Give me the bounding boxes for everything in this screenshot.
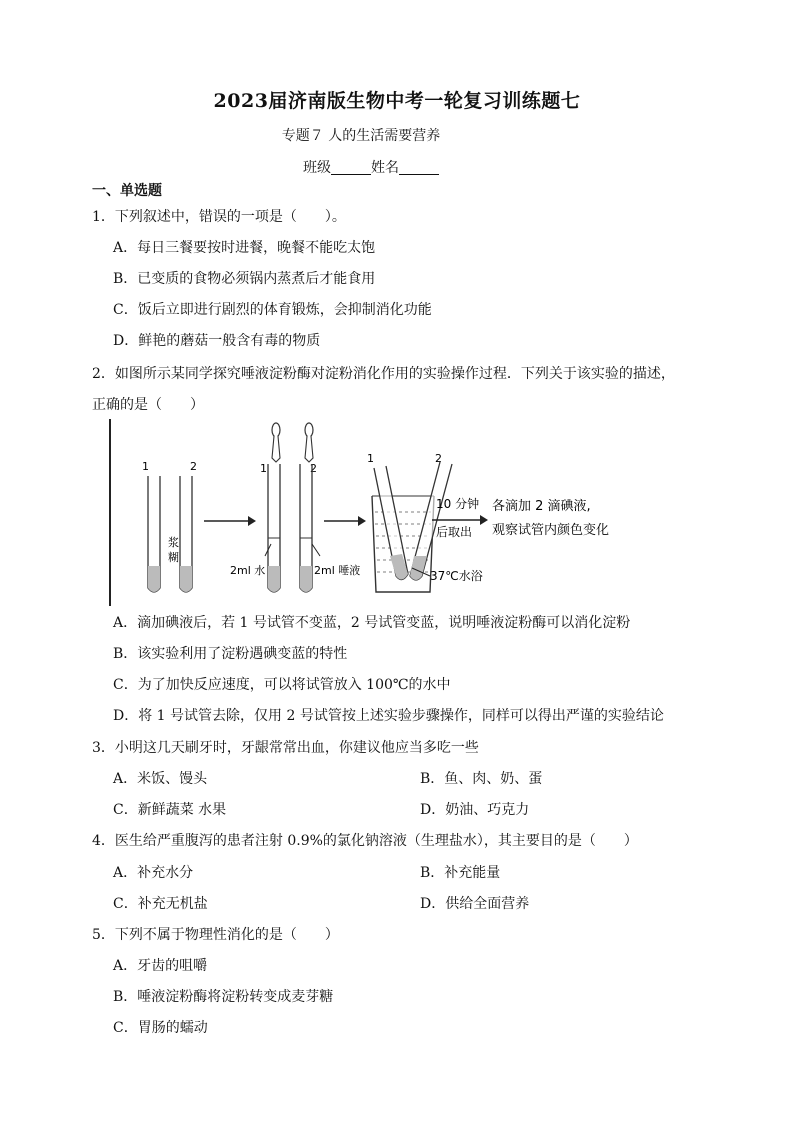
stage3-water-bath (367, 452, 483, 592)
question-4-stem: 4．医生给严重腹泻的患者注射 0.9%的氯化钠溶液（生理盐水），其主要目的是（ ） (92, 833, 638, 849)
result-line2: 观察试管内颜色变化 (492, 523, 610, 538)
stage2-tubes (230, 423, 360, 592)
question-2-option-d: D．将 1 号试管去除，仅用 2 号试管按上述实验步骤操作，同样可以得出严谨的实验结论 (113, 708, 664, 724)
question-3-option-b: B．鱼、肉、奶、蛋 (420, 771, 543, 787)
question-5-option-b: B．唾液淀粉酶将淀粉转变成麦芽糖 (113, 989, 334, 1005)
time-label: 10 分钟 (436, 497, 480, 511)
stage3-tube2-label: 2 (435, 452, 442, 465)
question-3-option-d: D．奶油、巧克力 (420, 802, 530, 818)
question-5-option-a: A．牙齿的咀嚼 (113, 958, 208, 974)
paste-label-1: 浆 (168, 536, 179, 549)
document-title: 2023届济南版生物中考一轮复习训练题七 (213, 90, 581, 112)
name-blank[interactable] (399, 160, 439, 175)
paste-label-2: 糊 (168, 551, 179, 564)
stage1-tube1-paste (148, 566, 160, 592)
result-line1: 各滴加 2 滴碘液, (492, 499, 591, 514)
arrow-1 (204, 516, 256, 526)
stage1-tubes (142, 460, 197, 592)
stage3-tube1-label: 1 (367, 452, 374, 465)
dropper-1-bulb (272, 423, 280, 437)
question-3-stem: 3．小明这几天刷牙时，牙龈常常出血，你建议他应当多吃一些 (92, 740, 479, 756)
bath-label: 37℃水浴 (430, 569, 483, 583)
name-label: 姓名 (371, 160, 399, 176)
question-2-stem-line2: 正确的是（ ） (92, 397, 204, 413)
experiment-figure (100, 416, 620, 606)
question-4-option-c: C．补充无机盐 (113, 896, 208, 912)
stage2-tube1-label: 1 (260, 462, 267, 475)
class-name-line (0, 157, 742, 177)
question-5-option-c: C．胃肠的蠕动 (113, 1020, 208, 1036)
question-1-option-b: B．已变质的食物必须锅内蒸煮后才能食用 (113, 271, 376, 287)
dropper-1 (272, 436, 280, 462)
question-2-option-c: C．为了加快反应速度，可以将试管放入 100℃的水中 (113, 677, 451, 693)
saliva-label: 2ml 唾液 (314, 564, 361, 577)
question-3-option-a: A．米饭、馒头 (113, 771, 208, 787)
arrow-2 (324, 516, 366, 526)
question-4-option-b: B．补充能量 (420, 865, 501, 881)
question-1-option-c: C．饭后立即进行剧烈的体育锻炼，会抑制消化功能 (113, 302, 432, 318)
question-1-stem: 1．下列叙述中，错误的一项是（ ）。 (92, 209, 346, 225)
class-blank[interactable] (331, 160, 371, 175)
topic-subtitle: 专题７ 人的生活需要营养 (281, 128, 441, 144)
dropper-2 (305, 436, 313, 462)
water-label: 2ml 水 (230, 564, 266, 577)
question-1-option-d: D．鲜艳的蘑菇一般含有毒的物质 (113, 333, 321, 349)
question-4-option-a: A．补充水分 (113, 865, 194, 881)
question-2-stem-line1: 2．如图所示某同学探究唾液淀粉酶对淀粉消化作用的实验操作过程．下列关于该实验的描述， (92, 366, 675, 382)
question-4-option-d: D．供给全面营养 (420, 896, 530, 912)
question-5-stem: 5．下列不属于物理性消化的是（ ） (92, 927, 339, 943)
arrow-3 (432, 496, 488, 539)
question-1-option-a: A．每日三餐要按时进餐，晚餐不能吃太饱 (113, 240, 376, 256)
class-label: 班级 (303, 160, 331, 176)
question-2-option-a: A．滴加碘液后，若 1 号试管不变蓝，2 号试管变蓝，说明唾液淀粉酶可以消化淀粉 (113, 615, 631, 631)
stage2-tube2-label: 2 (310, 462, 317, 475)
question-2-option-b: B．该实验利用了淀粉遇碘变蓝的特性 (113, 646, 348, 662)
section-heading: 一、单选题 (92, 183, 162, 199)
take-out-label: 后取出 (436, 525, 473, 539)
question-3-option-c: C．新鲜蔬菜 水果 (113, 802, 227, 818)
dropper-2-bulb (305, 423, 313, 437)
stage1-tube2-label: 2 (190, 460, 197, 473)
stage1-tube1-label: 1 (142, 460, 149, 473)
stage1-tube2-paste (180, 566, 192, 592)
